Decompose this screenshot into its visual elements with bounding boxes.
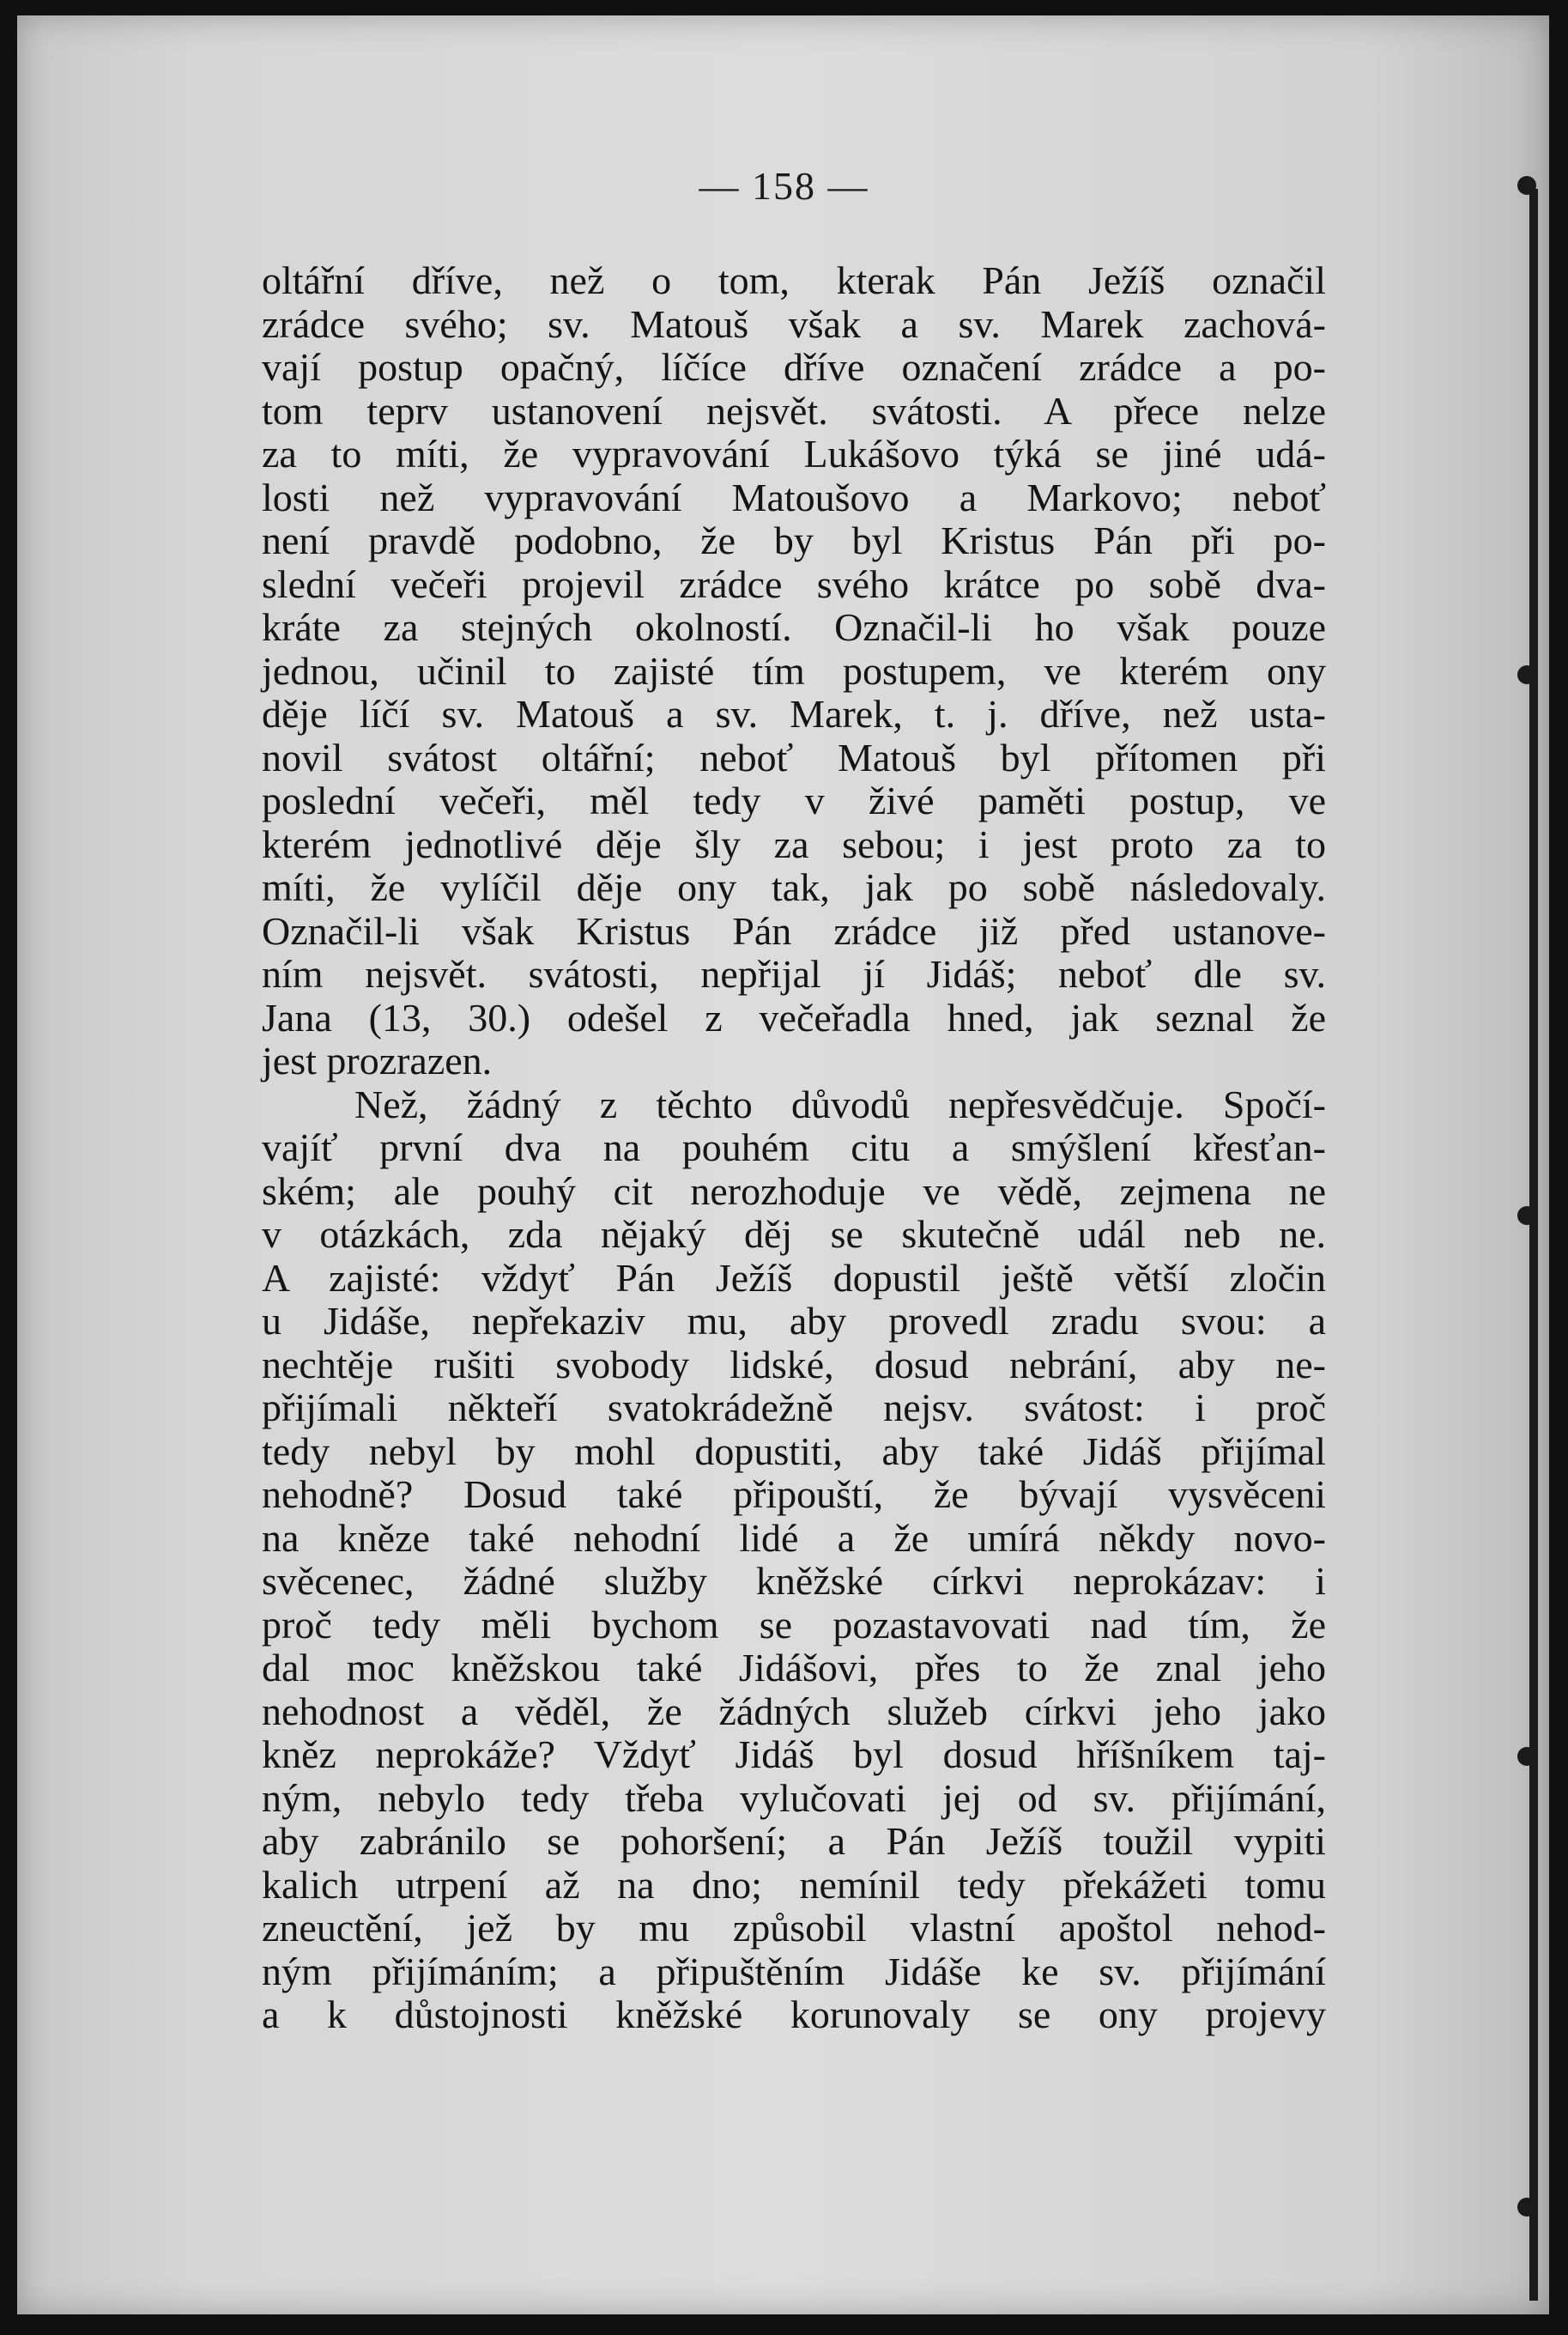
text-line: slední večeři projevil zrádce svého krátce po sobě dva- [262, 561, 1326, 606]
text-line: kněz neprokáže? Vždyť Jidáš byl dosud hříšníkem taj- [262, 1732, 1326, 1776]
edge-notch [1517, 2198, 1536, 2217]
text-line: nechtěje rušiti svobody lidské, dosud nebrání, aby ne- [262, 1342, 1326, 1386]
text-line: dal moc kněžskou také Jidášovi, přes to že znal jeho [262, 1646, 1326, 1689]
text-line: proč tedy měli bychom se pozastavovati nad tím, že [262, 1602, 1326, 1647]
edge-notch [1517, 665, 1536, 684]
text-line: v otázkách, zda nějaký děj se skutečně udál neb ne. [262, 1212, 1326, 1256]
text-line: Označil-li však Kristus Pán zrádce již před ustanove- [262, 908, 1326, 953]
text-line: losti než vypravování Matoušovo a Markovo; neboť [262, 475, 1326, 519]
text-line: ným přijímáním; a připuštěním Jidáše ke sv. přijímání [262, 1949, 1326, 1993]
text-line: ním nejsvět. svátosti, nepřijal jí Jidáš; neboť dle sv. [262, 952, 1326, 996]
text-line: u Jidáše, nepřekaziv mu, aby provedl zradu svou: a [262, 1299, 1326, 1343]
text-line: za to míti, že vypravování Lukášovo týká se jiné udá- [262, 432, 1326, 476]
text-line: tedy nebyl by mohl dopustiti, aby také Jidáš přijímal [262, 1428, 1326, 1473]
edge-notch [1517, 1206, 1536, 1225]
page-number: — 158 — [699, 164, 869, 208]
text-line: jest prozrazen. [262, 1039, 493, 1083]
text-line: vají postup opačný, líčíce dříve označení zrádce a po- [262, 345, 1326, 389]
text-line: poslední večeři, měl tedy v živé paměti postup, ve [262, 779, 1326, 822]
edge-notch [1517, 1747, 1536, 1766]
text-line: tom teprv ustanovení nejsvět. svátosti. A přece nelze [262, 388, 1326, 433]
text-line: ském; ale pouhý cit nerozhoduje ve vědě, zejmena ne [262, 1168, 1326, 1213]
text-line: Než, žádný z těchto důvodů nepřesvědčuje. Spočí- [354, 1082, 1326, 1126]
text-line: přijímali někteří svatokrádežně nejsv. svátost: i proč [262, 1386, 1326, 1429]
text-line: kráte za stejných okolností. Označil-li ho však pouze [262, 605, 1326, 649]
text-line: Jana (13, 30.) odešel z večeřadla hned, jak seznal že [262, 995, 1326, 1040]
text-line: na kněze také nehodní lidé a že umírá někdy novo- [262, 1515, 1326, 1560]
text-line: nehodnost a věděl, že žádných služeb církvi jeho jako [262, 1689, 1326, 1733]
text-line: zneuctění, jež by mu způsobil vlastní apoštol nehod- [262, 1906, 1326, 1950]
text-line: vajíť první dva na pouhém citu a smýšlení křesťan- [262, 1125, 1326, 1169]
text-line: jednou, učinil to zajisté tím postupem, ve kterém ony [262, 648, 1326, 693]
page-edge-shadow [1529, 189, 1538, 2301]
text-line: nehodně? Dosud také připouští, že bývají vysvěceni [262, 1472, 1326, 1516]
text-line: děje líčí sv. Matouš a sv. Marek, t. j. dříve, než usta- [262, 692, 1326, 736]
text-line: A zajisté: vždyť Pán Ježíš dopustil ještě větší zločin [262, 1255, 1326, 1300]
text-line: aby zabránilo se pohoršení; a Pán Ježíš toužil vypiti [262, 1819, 1326, 1863]
text-line: svěcenec, žádné služby kněžské církvi neprokázav: i [262, 1559, 1326, 1603]
text-line: ným, nebylo tedy třeba vylučovati jej od sv. přijímání, [262, 1775, 1326, 1820]
text-line: oltářní dříve, než o tom, kterak Pán Ježíš označil [262, 258, 1326, 302]
text-line: novil svátost oltářní; neboť Matouš byl přítomen při [262, 735, 1326, 779]
text-line: a k důstojnosti kněžské korunovaly se ony projevy [262, 1992, 1326, 2036]
text-line: kalich utrpení až na dno; nemínil tedy překážeti tomu [262, 1862, 1326, 1907]
text-line: míti, že vylíčil děje ony tak, jak po sobě následovaly. [262, 865, 1326, 909]
text-line: není pravdě podobno, že by byl Kristus Pán při po- [262, 519, 1326, 562]
body-text [262, 259, 1326, 2037]
text-line: zrádce svého; sv. Matouš však a sv. Marek zachová- [262, 301, 1326, 346]
text-line: kterém jednotlivé děje šly za sebou; i jest proto za to [262, 822, 1326, 866]
